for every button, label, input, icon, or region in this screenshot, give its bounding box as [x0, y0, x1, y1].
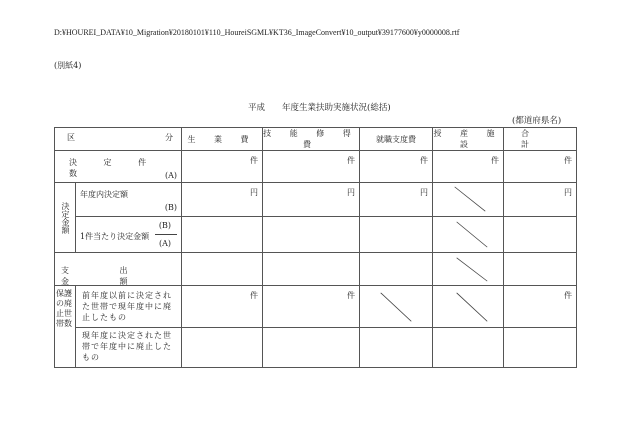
fraction-bar	[155, 234, 177, 235]
table-row	[55, 328, 577, 368]
decided-count-label	[55, 151, 182, 183]
cell	[360, 217, 433, 253]
in-year-amount-label	[76, 183, 182, 217]
unit: 件	[564, 291, 572, 300]
cell	[360, 183, 433, 217]
label-text: 1件当たり決定金額	[80, 232, 150, 241]
cell	[263, 151, 360, 183]
unit: 件	[420, 156, 428, 165]
label-text: 年度内決定額	[80, 190, 128, 199]
table-row	[55, 217, 577, 253]
cell	[504, 217, 577, 253]
header-seigyo: 生 業 費	[182, 128, 263, 151]
diagonal-line	[433, 253, 503, 285]
unit: 件	[250, 291, 258, 300]
cell	[360, 328, 433, 368]
cell	[182, 253, 263, 286]
cell-na	[433, 286, 504, 328]
mark: (A)	[164, 171, 177, 180]
label-text: 決 定 件 数	[69, 158, 159, 178]
header-row	[55, 128, 577, 151]
unit: 件	[564, 156, 572, 165]
prefecture-label: (都道府県名)	[512, 116, 562, 126]
kubun-right: 分	[165, 133, 173, 142]
cell	[504, 183, 577, 217]
cell-na	[360, 286, 433, 328]
decided-amount-group: 決定金額	[55, 183, 76, 253]
mark: (B)	[164, 203, 177, 212]
abolished-group	[55, 286, 76, 368]
unit: 件	[347, 291, 355, 300]
unit: 件	[250, 156, 258, 165]
cell	[263, 328, 360, 368]
header-kubun	[55, 128, 182, 151]
table-row	[55, 253, 577, 286]
unit: 件	[491, 156, 499, 165]
header-shushoku: 就職支度費	[360, 128, 433, 151]
document-title: 平成 年度生業扶助実施状況(総括)	[248, 103, 391, 113]
cell	[433, 328, 504, 368]
header-gino: 技 能 修 得 費	[263, 129, 359, 149]
diagonal-line	[433, 217, 503, 252]
annex-label: (別紙4)	[54, 61, 82, 70]
file-path: D:¥HOUREI_DATA¥10_Migration¥20180101¥110_HoureiSGML¥KT36_ImageConvert¥10_output¥39177600¥y0000008.rtf	[54, 28, 460, 37]
cell	[263, 286, 360, 328]
unit: 円	[250, 188, 258, 197]
cell	[504, 328, 577, 368]
table-row	[55, 286, 577, 328]
diagonal-line	[433, 183, 503, 216]
cell	[263, 183, 360, 217]
fraction-numerator: (B)	[158, 221, 171, 230]
label-text: 支 出 金 額	[61, 266, 152, 286]
table-row	[55, 151, 577, 183]
diagonal-line	[360, 286, 432, 327]
cell-na	[433, 253, 504, 286]
fraction-denominator: (A)	[158, 239, 171, 248]
cell	[433, 151, 504, 183]
per-case-label	[76, 217, 182, 253]
cell	[504, 253, 577, 286]
unit: 件	[347, 156, 355, 165]
cell	[182, 151, 263, 183]
cell	[263, 253, 360, 286]
table-row	[55, 183, 577, 217]
cell-na	[433, 217, 504, 253]
current-year-label: 現年度に決定された世帯で年度中に廃止したもの	[76, 328, 182, 368]
cell	[182, 286, 263, 328]
cell	[182, 183, 263, 217]
unit: 円	[564, 188, 572, 197]
kubun-left: 区	[67, 133, 75, 142]
unit: 円	[347, 188, 355, 197]
prior-year-label: 前年度以前に決定された世帯で現年度中に廃止したもの	[76, 286, 182, 328]
cell	[182, 328, 263, 368]
cell	[504, 151, 577, 183]
cell	[504, 286, 577, 328]
header-total: 合 計	[504, 128, 577, 151]
cell	[263, 217, 360, 253]
cell-na	[433, 183, 504, 217]
summary-table	[54, 127, 577, 368]
unit: 円	[420, 188, 428, 197]
cell	[182, 217, 263, 253]
label-text: 保護の廃止世帯数	[56, 289, 72, 328]
cell	[360, 151, 433, 183]
expenditure-label	[55, 253, 182, 286]
header-jusan: 授 産 施 設	[433, 129, 503, 149]
diagonal-line	[433, 286, 503, 327]
cell	[360, 253, 433, 286]
